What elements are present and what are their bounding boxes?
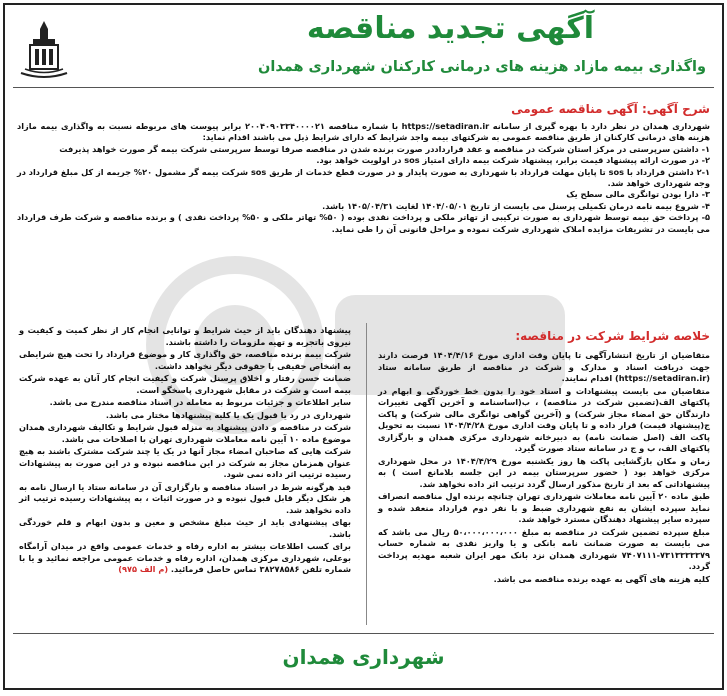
ad-description-heading: شرح آگهی: آگهی مناقصه عمومی bbox=[511, 102, 710, 116]
summary-item: متقاضیان از تاریخ انتشارآگهی تا پایان وقت اداری مورخ ۱۴۰۴/۴/۱۶ فرصت دارند جهت دریافت اسناد و مدارک و شرکت در مناقصه از طریق سامانه ستاد (https://setadiran.ir) اقدام نمایند. bbox=[378, 350, 710, 383]
summary-left-column bbox=[19, 325, 351, 577]
ad-subtitle: واگذاری بیمه مازاد هزینه های درمانی کارکنان شهرداری همدان bbox=[258, 59, 706, 75]
summary-item: سایر اطلاعات و جزئیات مربوط به معامله در اسناد مناقصه مندرج می باشد. bbox=[49, 397, 351, 407]
footer-divider bbox=[13, 633, 714, 634]
header-divider bbox=[13, 87, 714, 88]
condition-4: ۴- شروع بیمه نامه درمان تکمیلی پرسنل می بایست از تاریخ ۱۴۰۴/۰۵/۰۱ لغایت ۱۴۰۵/۰۴/۳۱ باشد. bbox=[322, 200, 710, 211]
hamedan-municipality-logo bbox=[15, 19, 73, 83]
reference-code: (م الف ۹۷۵) bbox=[118, 564, 169, 574]
summary-item: پیشنهاد دهندگان باید از حیث شرایط و توانایی انجام کار از نظر کمیت و کیفیت و نیروی باتجربه و تهیه ملزومات را داشته باشند. bbox=[19, 325, 351, 347]
description-intro: شهرداری همدان در نظر دارد با بهره گیری از سامانه https://setadiran.ir با شماره مناقصه ۲۰۰۴۰۹۰۳۳۴۰۰۰۰۲۱ برابر پیوست های مربوطه نسبت به واگذاری بیمه مازاد هزینه های درمانی کارکنان از طریق مناقصه عمومی به شرکتهای بیمه واجد شرایط که دارای شرایط ذیل می باشند اقدام نماید: bbox=[17, 121, 710, 143]
summary-item: شهرداری در رد یا قبول یک یا کلیه پیشنهادها مختار می باشد. bbox=[105, 409, 351, 420]
summary-item: کلیه هزینه های آگهی به عهده برنده مناقصه می باشد. bbox=[493, 573, 710, 584]
newspaper-ad bbox=[3, 3, 724, 690]
ad-description bbox=[17, 121, 710, 235]
footer-title: شهرداری همدان bbox=[282, 645, 445, 669]
summary-item: شرکت در مناقصه و دادن پیشنهاد به منزله قبول شرایط و تکالیف شهرداری همدان موضوع ماده ۱۰ آیین نامه معاملات شهرداری تهران با اصلاحات می باشد. bbox=[19, 422, 351, 444]
summary-item: شرکت بیمه برنده مناقصه، حق واگذاری کار و موضوع قرارداد را تحت هیچ شرایطی به اشخاص حقیقی یا حقوقی دیگر نخواهد داشت. bbox=[19, 349, 351, 371]
summary-item: شرکت هایی که صاحبان امضاء مجاز آنها در یک یا چند شرکت مشترک باشند به هیچ عنوان همزمان مجاز به شرکت در این مناقصه نبوده و در این صورت به پیشنهادات رسیده ترتیب اثر داده نمی شود. bbox=[19, 446, 351, 479]
summary-item bbox=[19, 541, 351, 576]
summary-right-column bbox=[378, 350, 710, 586]
ad-title: آگهی تجدید مناقصه bbox=[306, 11, 594, 46]
summary-item: مبلغ سپرده تضمین شرکت در مناقصه به مبلغ ۵۰،۰۰۰،۰۰۰،۰۰۰ ریال می باشد که می بایست به صورت ضمانت نامه بانکی و یا واریز نقدی به شماره حساب ۷۳۱۳۳۳۳۳۷۹-۷۴۰۷۱۱۱ شهرداری همدان نزد بانک مهر ایران شعبه مهدیه پرداخت گردد. bbox=[378, 526, 710, 571]
summary-item: قید هرگونه شرط در اسناد مناقصه و بارگزاری آن در سامانه ستاد یا ارسال نامه به هر شکل دیگر قابل قبول نبوده و در صورت اثبات ، به پیشنهادات رسیده ترتیب اثر داده نخواهد شد. bbox=[19, 481, 351, 515]
summary-item: ضمانت حسن رفتار و اخلاق پرسنل شرکت و کیفیت انجام کار آنان به عهده شرکت بیمه است و شرکت در مقابل شهرداری پاسخگو است. bbox=[19, 373, 351, 395]
condition-3: ۳- دارا بودن توانگری مالی سطح یک bbox=[566, 189, 710, 200]
condition-2-1: ۲-۱ داشتن قرارداد با sos تا پایان مهلت قرارداد با شهرداری به صورت پایدار و در صورت قطع خدمات از طریق sos شرکت بیمه گر مشمول ۲۰% جریمه از کل مبلغ قرارداد در وجه شهرداری خواهد شد. bbox=[17, 166, 710, 189]
summary-heading: خلاصه شرایط شرکت در مناقصه: bbox=[515, 329, 710, 343]
summary-item: زمان و مکان بازگشایی پاکت ها روز یکشنبه مورخ ۱۴۰۴/۴/۲۹ در محل شهرداری مرکزی خواهد بود ( حضور سرپرستان بیمه در این جلسه بلامانع است ) به پیشنهاداتی که بعد از تاریخ مذکور ارسال گردد ترتیب اثر داده نخواهد شد. bbox=[378, 455, 710, 489]
condition-2: ۲- در صورت ارائه پیشنهاد قیمت برابر، پیشنهاد شرکت بیمه دارای امتیاز sos در اولویت خواهد بود. bbox=[316, 155, 710, 166]
contact-info: برای کسب اطلاعات بیشتر به اداره رفاه و خدمات عمومی واقع در میدان آرامگاه بوعلی، شهرداری مرکزی همدان، اداره رفاه و خدمات عمومی مراجعه نمائید و یا با شماره تلفن ۳۸۲۷۸۵۸۶ تماس حاصل فرمائید. bbox=[19, 541, 351, 574]
condition-5: ۵- پرداخت حق بیمه توسط شهرداری به صورت ترکیبی از تهاتر ملکی و پرداخت نقدی بوده ( ۵۰% تهاتر ملکی و ۵۰% پرداخت نقدی ) و برنده مناقصه و شرکت طرف قرارداد می بایست در تشریفات مزایده املاک شهرداری شرکت نموده و مراحل قانونی آن را طی نماید. bbox=[17, 212, 710, 234]
condition-1: ۱- داشتن سرپرستی در مرکز استان شرکت در مناقصه و عقد قرارداددر صورت برنده شدن در مناقصه صرفا توسط سرپرستی شرکت بیمه گر صورت خواهد پذیرفت bbox=[59, 143, 710, 154]
column-divider bbox=[366, 323, 367, 625]
summary-item: طبق ماده ۲۰ آیین نامه معاملات شهرداری تهران چنانچه برنده اول مناقصه انصراف نماید سپرده ایشان به نفع شهرداری ضبط و با نفر دوم قرارداد منعقد شده و سپرده سایر پیشنهاد دهندگان مسترد خواهد شد. bbox=[378, 491, 710, 524]
summary-item: متقاضیان می بایست پیشنهادات و اسناد خود را بدون خط خوردگی و ابهام در پاکتهای الف(تضمین شرکت در مناقصه) ، ب(اساسنامه و آخرین آگهی تغییرات دارندگان حق امضاء مجاز شرکت) و (آخرین گواهی توانگری مالی شرکت) و پاکت ج(پیشنهاد قیمت) قرار داده و تا پایان وقت اداری مورخ ۱۴۰۴/۴/۲۸ نسبت به تحویل پاکت الف (اصل ضمانت نامه) به دبیرخانه شهرداری مرکزی همدان و بارگزاری پاکتهای الف، ب و ج در سامانه ستاد صورت گیرد. bbox=[378, 385, 711, 453]
summary-item: بهای پیشنهادی باید از حیث مبلغ مشخص و معین و بدون ابهام و قلم خوردگی باشد. bbox=[19, 517, 351, 539]
